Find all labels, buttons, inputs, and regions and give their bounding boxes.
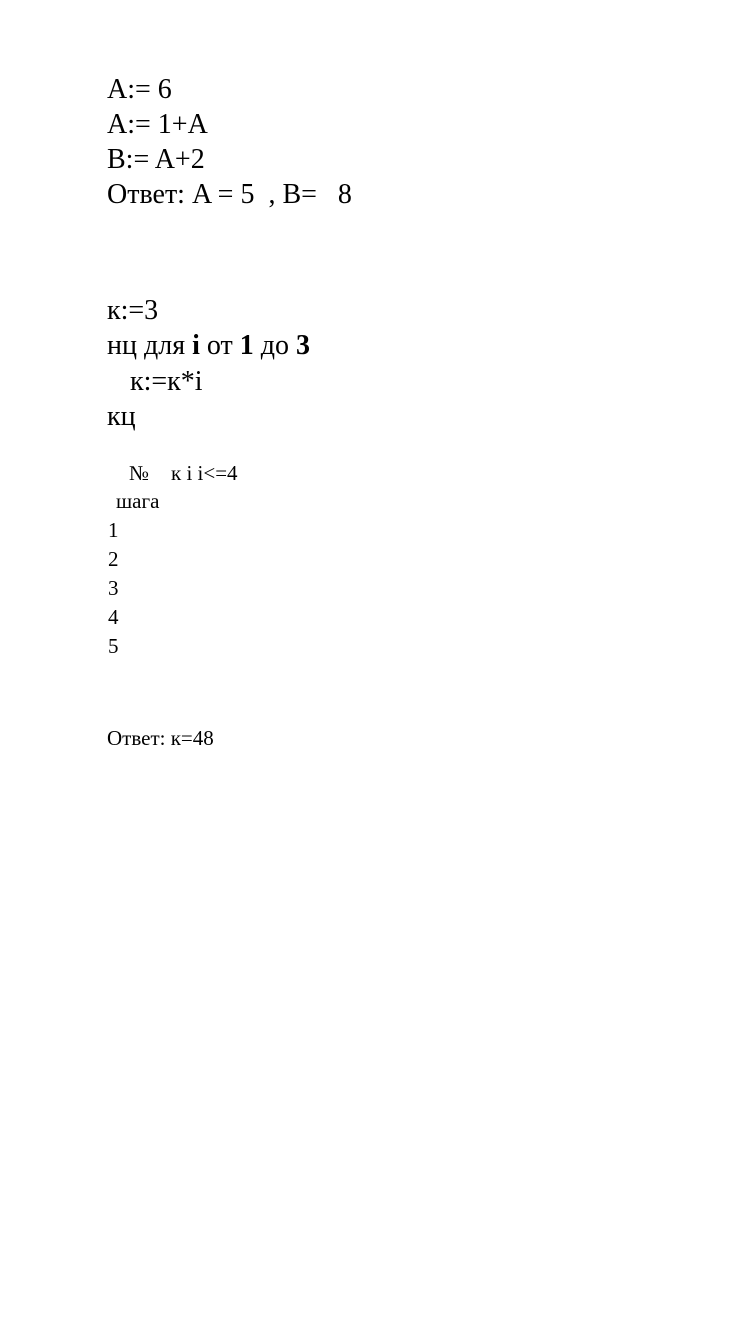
answer-value-a[interactable]: 5 xyxy=(240,179,255,210)
table-row-step: 5 xyxy=(108,634,119,658)
table-row-step: 3 xyxy=(108,576,119,600)
answer-separator: , B= xyxy=(254,179,338,210)
table-header-step-number: № xyxy=(129,461,150,485)
loop-start-value: 1 xyxy=(239,330,254,361)
code-line-loop-header xyxy=(107,332,310,360)
code-line-b-assign: B:= A+2 xyxy=(107,144,205,175)
loop-end-value: 3 xyxy=(295,330,310,361)
table-row-step: 1 xyxy=(108,518,119,542)
code-line-loop-end: кц xyxy=(107,401,136,432)
loop-from-keyword: от xyxy=(199,330,240,361)
loop-variable: i xyxy=(192,330,200,361)
final-answer: Ответ: к=48 xyxy=(107,726,214,750)
loop-keyword: нц для xyxy=(107,330,193,361)
answer-prefix: Ответ: A = xyxy=(107,179,241,210)
table-header-variables: к i i<=4 xyxy=(171,461,238,485)
answer-value-b[interactable]: 8 xyxy=(337,179,352,210)
code-line-a-assign: A:= 6 xyxy=(107,74,172,105)
table-row-step: 2 xyxy=(108,547,119,571)
loop-to-keyword: до xyxy=(253,330,296,361)
code-line-k-init: к:=3 xyxy=(107,295,159,326)
table-row-step: 4 xyxy=(108,605,119,629)
table-header-step-label: шага xyxy=(116,489,160,513)
code-line-loop-body: к:=к*i xyxy=(130,366,203,397)
answer-line-task1 xyxy=(107,181,352,209)
code-line-a-increment: A:= 1+A xyxy=(107,109,208,140)
